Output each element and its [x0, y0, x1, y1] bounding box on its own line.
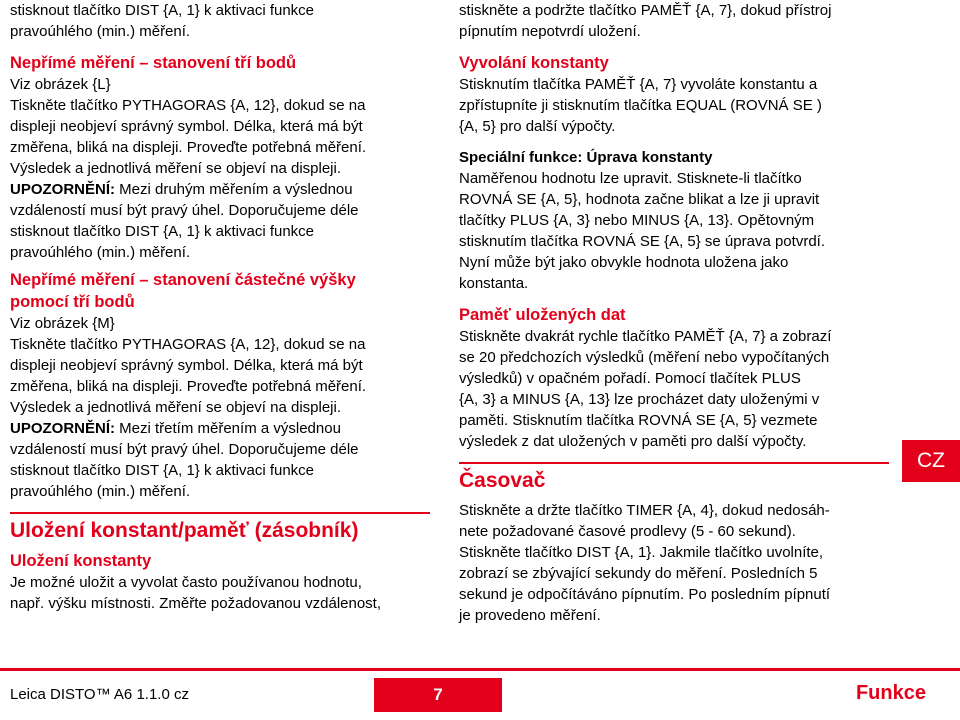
footer-rule: [0, 668, 960, 671]
r2-line-6: konstanta.: [459, 275, 529, 292]
language-tab: CZ: [902, 440, 960, 482]
r1-line-3: {A, 5} pro další výpočty.: [459, 118, 616, 135]
s2-line-2: displeji neobjeví správný symbol. Délka, která má být: [10, 357, 363, 374]
figure-ref-l: Viz obrázek {L}: [10, 76, 111, 93]
warning-label: UPOZORNĚNÍ:: [10, 420, 115, 437]
r4-line-4: zobrazí se zbývající sekundy do měření. Posledních 5: [459, 565, 818, 582]
heading-store-constant: Uložení konstanty: [10, 552, 152, 570]
page-number: 7: [374, 678, 502, 712]
r3-line-2: se 20 předchozích výsledků (měření nebo vypočítaných: [459, 349, 830, 366]
s1-warning-line-3: stisknout tlačítko DIST {A, 1} k aktivaci funkce: [10, 223, 315, 240]
s2-warning-line-3: stisknout tlačítko DIST {A, 1} k aktivaci funkce: [10, 462, 315, 479]
r4-line-6: je provedeno měření.: [459, 607, 601, 624]
left-intro-line-2: pravoúhlého (min.) měření.: [10, 23, 191, 40]
figure-ref-m: Viz obrázek {M}: [10, 315, 115, 332]
s1-warning-line-4: pravoúhlého (min.) měření.: [10, 244, 191, 261]
heading-recall-constant: Vyvolání konstanty: [459, 54, 609, 72]
s1-warning-line-1: UPOZORNĚNÍ: Mezi druhým měřením a výslednou: [10, 181, 353, 198]
heading-partial-height-2: pomocí tří bodů: [10, 293, 135, 311]
section-rule: [10, 512, 430, 514]
section-rule: [459, 462, 889, 464]
heading-memory-stack: Uložení konstant/paměť (zásobník): [10, 519, 359, 542]
r3-line-5: paměti. Stisknutím tlačítka ROVNÁ SE {A, 5} vezmete: [459, 412, 818, 429]
heading-data-memory: Paměť uložených dat: [459, 306, 626, 324]
right-intro-line-1: stiskněte a podržte tlačítko PAMĚŤ {A, 7}, dokud přístroj: [459, 2, 832, 19]
right-column: [459, 0, 889, 626]
s2-line-1: Tiskněte tlačítko PYTHAGORAS {A, 12}, dokud se na: [10, 336, 366, 353]
heading-partial-height-1: Nepřímé měření – stanovení částečné výšky: [10, 271, 356, 289]
footer-product: Leica DISTO™ A6 1.1.0 cz: [10, 686, 189, 703]
r2-line-2: ROVNÁ SE {A, 5}, hodnota začne blikat a lze ji upravit: [459, 191, 820, 208]
r2-line-1: Naměřenou hodnotu lze upravit. Stisknete-li tlačítko: [459, 170, 802, 187]
r3-line-1: Stiskněte dvakrát rychle tlačítko PAMĚŤ {A, 7} a zobrazí: [459, 328, 832, 345]
s2-warning-line-4: pravoúhlého (min.) měření.: [10, 483, 191, 500]
r2-line-5: Nyní může být jako obvykle hodnota uložena jako: [459, 254, 789, 271]
r4-line-5: sekund je odpočítáváno pípnutím. Po posledním pípnutí: [459, 586, 831, 603]
r4-line-2: nete požadované časové prodlevy (5 - 60 sekund).: [459, 523, 796, 540]
s1-line-3: změřena, bliká na displeji. Proveďte potřebná měření.: [10, 139, 367, 156]
s1-line-2: displeji neobjeví správný symbol. Délka, která má být: [10, 118, 363, 135]
s2-line-3: změřena, bliká na displeji. Proveďte potřebná měření.: [10, 378, 367, 395]
r2-line-4: stisknutím tlačítka ROVNÁ SE {A, 5} se úprava potvrdí.: [459, 233, 825, 250]
heading-special-function: Speciální funkce: Úprava konstanty: [459, 149, 713, 166]
s3-line-1: Je možné uložit a vyvolat často používanou hodnotu,: [10, 574, 362, 591]
r1-line-2: zpřístupníte ji stisknutím tlačítka EQUAL (ROVNÁ SE ): [459, 97, 822, 114]
r4-line-1: Stiskněte a držte tlačítko TIMER {A, 4}, dokud nedosáh-: [459, 502, 830, 519]
r3-line-6: výsledek z dat uložených v paměti pro další výpočty.: [459, 433, 807, 450]
footer-section: Funkce: [855, 682, 926, 704]
r4-line-3: Stiskněte tlačítko DIST {A, 1}. Jakmile tlačítko uvolníte,: [459, 544, 824, 561]
heading-timer: Časovač: [459, 469, 546, 492]
left-column: [10, 0, 430, 614]
s2-warning-line-1: UPOZORNĚNÍ: Mezi třetím měřením a výslednou: [10, 420, 341, 437]
right-intro-line-2: pípnutím nepotvrdí uložení.: [459, 23, 641, 40]
r1-line-1: Stisknutím tlačítka PAMĚŤ {A, 7} vyvoláte konstantu a: [459, 76, 818, 93]
s1-line-4: Výsledek a jednotlivá měření se objeví na displeji.: [10, 160, 342, 177]
heading-three-points: Nepřímé měření – stanovení tří bodů: [10, 54, 297, 72]
r3-line-3: výsledků) v opačném pořadí. Pomocí tlačítek PLUS: [459, 370, 801, 387]
s2-warning-line-2: vzdáleností musí být pravý úhel. Doporučujeme déle: [10, 441, 359, 458]
warning-label: UPOZORNĚNÍ:: [10, 181, 115, 198]
s1-warning-line-2: vzdáleností musí být pravý úhel. Doporučujeme déle: [10, 202, 359, 219]
s3-line-2: např. výšku místnosti. Změřte požadovanou vzdálenost,: [10, 595, 382, 612]
r3-line-4: {A, 3} a MINUS {A, 13} lze procházet daty uloženými v: [459, 391, 820, 408]
left-intro-line-1: stisknout tlačítko DIST {A, 1} k aktivaci funkce: [10, 2, 315, 19]
r2-line-3: tlačítky PLUS {A, 3} nebo MINUS {A, 13}. Opětovným: [459, 212, 815, 229]
s2-line-4: Výsledek a jednotlivá měření se objeví na displeji.: [10, 399, 342, 416]
s1-line-1: Tiskněte tlačítko PYTHAGORAS {A, 12}, dokud se na: [10, 97, 366, 114]
